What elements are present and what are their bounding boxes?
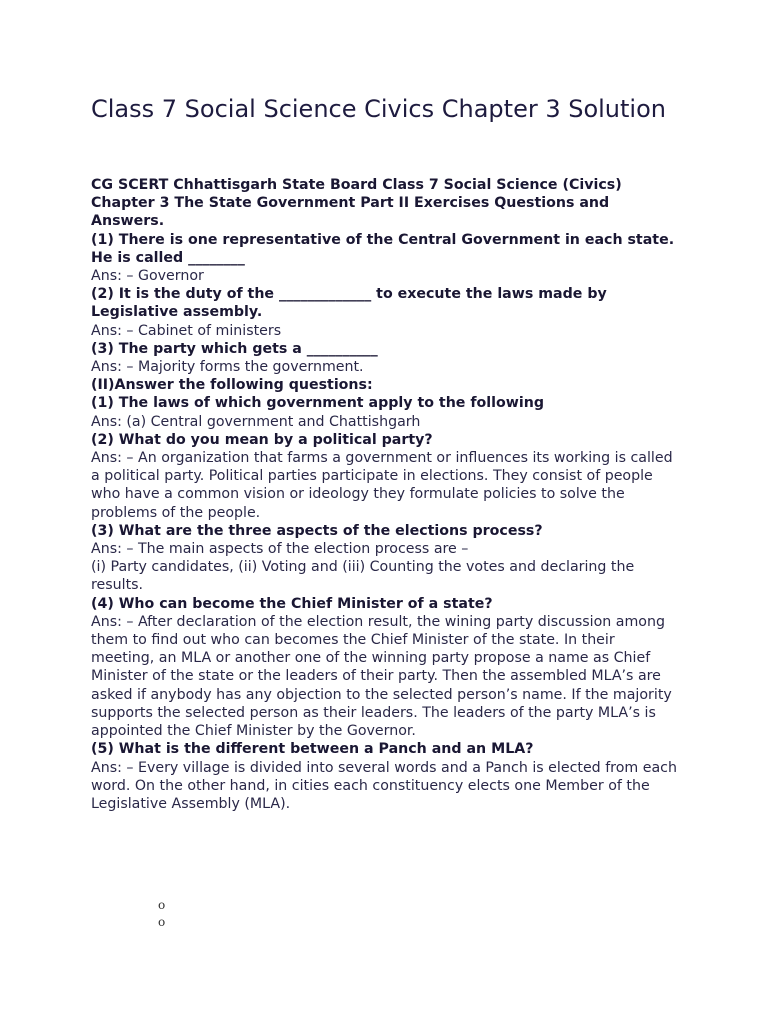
question-5: (2) What do you mean by a political party? xyxy=(91,431,433,448)
intro-heading: CG SCERT Chhattisgarh State Board Class 7 Social Science (Civics) Chapter 3 The State Government Part II Exercises Questions and Answers. xyxy=(91,177,622,230)
answer-6-intro: Ans: – The main aspects of the election process are – xyxy=(91,541,469,558)
page-title: Class 7 Social Science Civics Chapter 3 Solution xyxy=(91,95,666,123)
question-3: (3) The party which gets a __________ xyxy=(91,340,378,357)
answer-6-list: (i) Party candidates, (ii) Voting and (iii) Counting the votes and declaring the results. xyxy=(91,559,635,594)
question-4: (1) The laws of which government apply to the following xyxy=(91,395,544,412)
answer-5: Ans: – An organization that farms a government or influences its working is called a political party. Political parties participate in elections. They consist of people who have a common vision or ideology they formulate policies to solve the problems of the people. xyxy=(91,450,673,521)
answer-7: Ans: – After declaration of the election result, the wining party discussion among them to find out who can becomes the Chief Minister of the state. In their meeting, an MLA or another one of the winning party propose a name as Chief Minister of the state or the leaders of their party. Then the assembled MLA’s are asked if anybody has any objection to the selected person’s name. If the majority supports the selected person as their leaders. The leaders of the party MLA’s is appointed the Chief Minister by the Governor. xyxy=(91,613,672,740)
bullet-marker: o xyxy=(158,915,166,929)
question-6: (3) What are the three aspects of the elections process? xyxy=(91,522,543,539)
question-7: (4) Who can become the Chief Minister of a state? xyxy=(91,595,493,612)
answer-2: Ans: – Cabinet of ministers xyxy=(91,322,282,339)
document-body xyxy=(91,176,681,813)
question-2: (2) It is the duty of the _____________ to execute the laws made by Legislative assembly. xyxy=(91,286,607,321)
question-1: (1) There is one representative of the Central Government in each state. He is called ________ xyxy=(91,231,675,266)
bullet-marker: o xyxy=(158,898,166,912)
question-8: (5) What is the different between a Panch and an MLA? xyxy=(91,741,534,758)
answer-4: Ans: (a) Central government and Chattishgarh xyxy=(91,413,421,430)
empty-bullet-list xyxy=(158,897,165,931)
section-2-heading: (II)Answer the following questions: xyxy=(91,377,373,394)
answer-8: Ans: – Every village is divided into several words and a Panch is elected from each word. On the other hand, in cities each constituency elects one Member of the Legislative Assembly (MLA). xyxy=(91,759,677,812)
answer-1: Ans: – Governor xyxy=(91,268,204,285)
answer-3: Ans: – Majority forms the government. xyxy=(91,359,364,376)
